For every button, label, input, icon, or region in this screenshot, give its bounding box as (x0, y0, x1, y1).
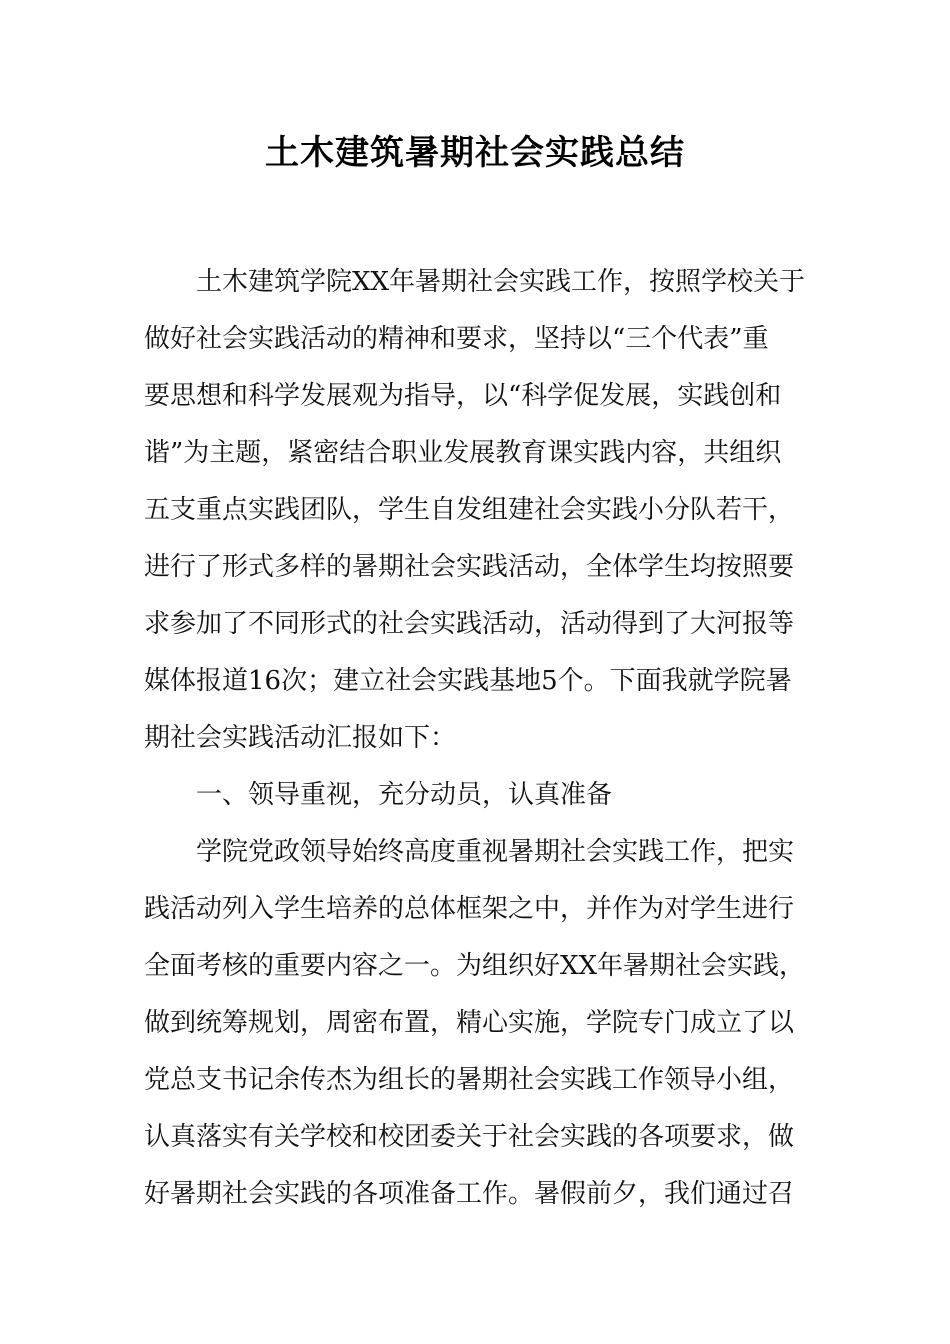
text-line: 要思想和科学发展观为指导，以“科学促发展，实践创和 (144, 381, 782, 411)
text-line: 党总支书记余传杰为组长的暑期社会实践工作领导小组， (144, 1065, 795, 1095)
text-line: 践活动列入学生培养的总体框架之中，并作为对学生进行 (144, 894, 795, 924)
text-line: 好暑期社会实践的各项准备工作。暑假前夕，我们通过召 (144, 1179, 795, 1209)
text-line: 期社会实践活动汇报如下： (144, 723, 457, 753)
text-line: 学院党政领导始终高度重视暑期社会实践工作，把实 (196, 837, 795, 867)
document-title: 土木建筑暑期社会实践总结 (265, 133, 685, 173)
text-line: 五支重点实践团队，学生自发组建社会实践小分队若干， (144, 495, 795, 525)
text-line: 媒体报道16次；建立社会实践基地5个。下面我就学院暑 (144, 666, 792, 696)
text-line: 谐”为主题，紧密结合职业发展教育课实践内容，共组织 (144, 438, 782, 468)
text-line: 做好社会实践活动的精神和要求，坚持以“三个代表”重 (144, 324, 769, 354)
section-heading-text: 一、领导重视，充分动员，认真准备 (196, 780, 613, 810)
text-line: 做到统筹规划，周密布置，精心实施，学院专门成立了以 (144, 1008, 795, 1038)
text-line: 进行了形式多样的暑期社会实践活动，全体学生均按照要 (144, 552, 795, 582)
text-line: 认真落实有关学校和校团委关于社会实践的各项要求，做 (144, 1122, 795, 1152)
text-line: 求参加了不同形式的社会实践活动，活动得到了大河报等 (144, 609, 795, 639)
text-line: 土木建筑学院XX年暑期社会实践工作，按照学校关于 (196, 267, 806, 297)
text-line: 全面考核的重要内容之一。为组织好XX年暑期社会实践， (144, 951, 806, 981)
